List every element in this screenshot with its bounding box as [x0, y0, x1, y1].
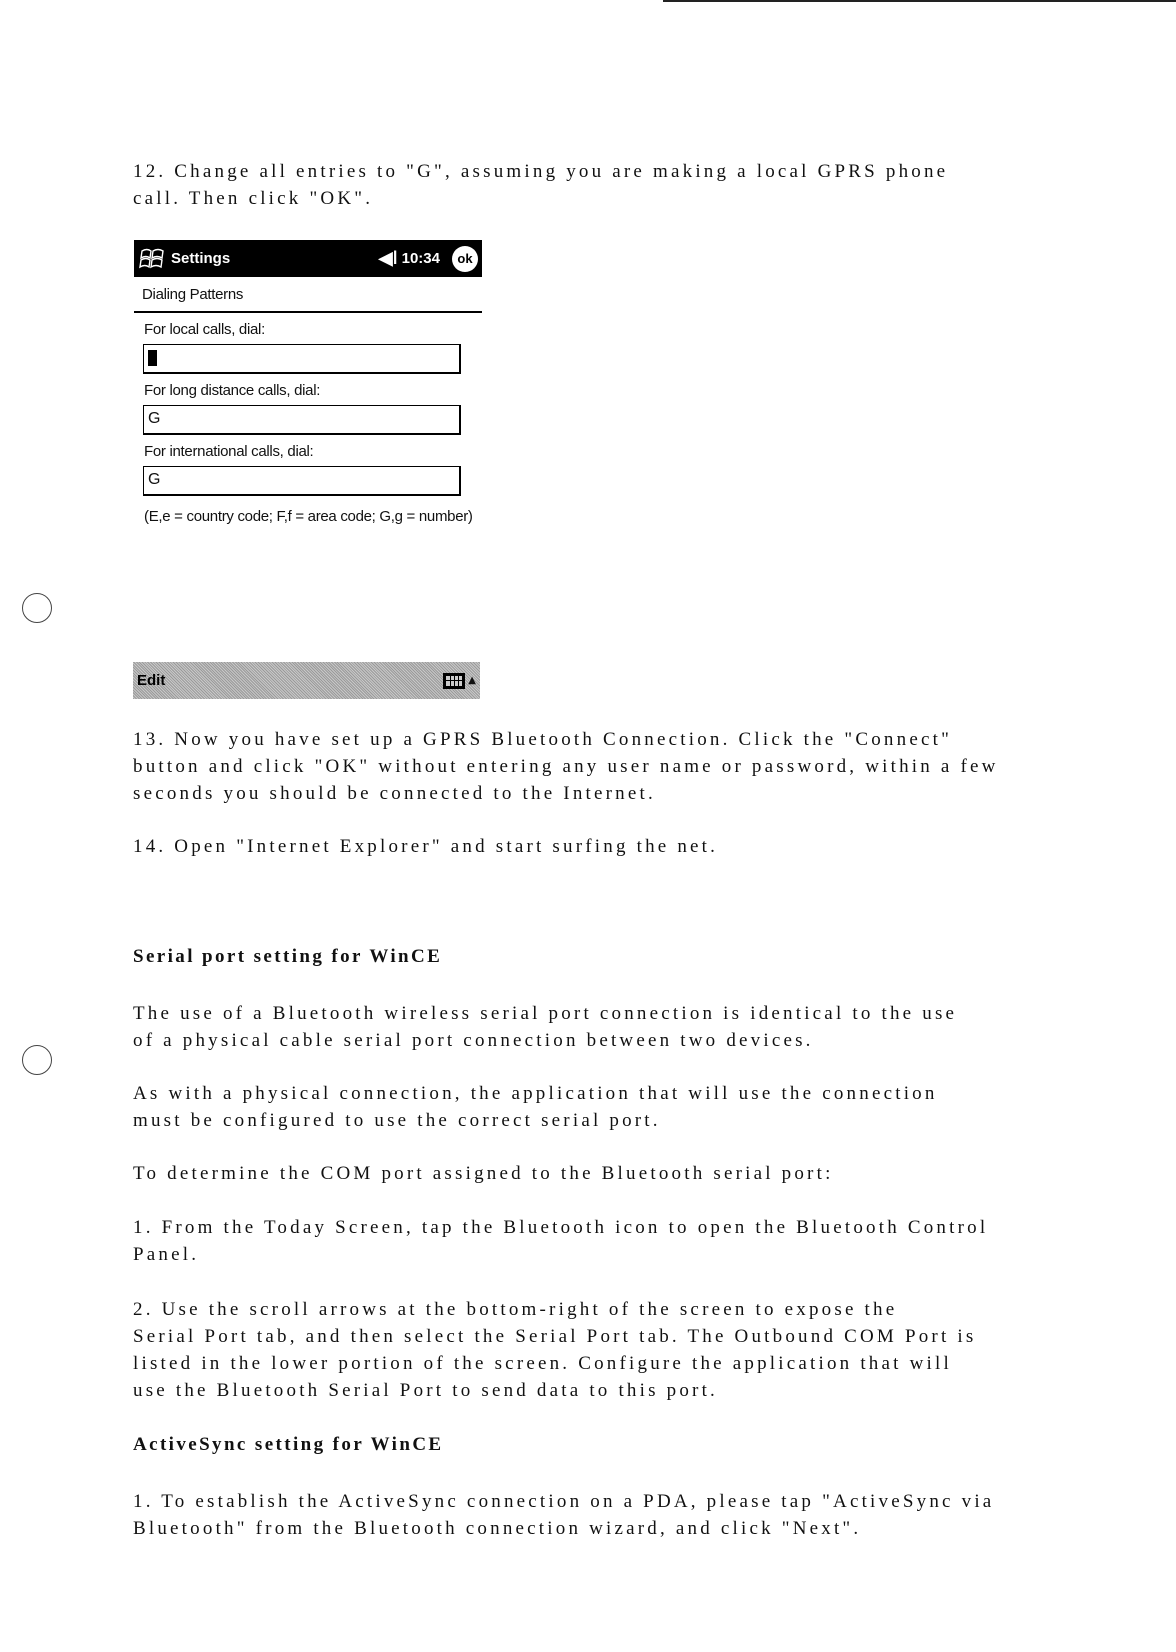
- international-field[interactable]: [143, 466, 461, 496]
- step-14-text: 14. Open "Internet Explorer" and start surfing the net.: [133, 836, 719, 857]
- step-13-text: 13. Now you have set up a GPRS Bluetooth Connection. Click the "Connect" button and click "OK" without entering any user name or password, within a few seconds you should be connected to the Internet.: [133, 729, 999, 804]
- long-distance-label: For long distance calls, dial:: [144, 382, 321, 399]
- long-distance-field[interactable]: [143, 405, 461, 435]
- punch-hole: [22, 1045, 52, 1075]
- activesync-heading: ActiveSync setting for WinCE: [133, 1434, 444, 1455]
- code-legend: (E,e = country code; F,f = area code; G,g = number): [144, 508, 473, 525]
- keyboard-icon: [443, 673, 465, 689]
- pda-menu-bar: [133, 662, 480, 699]
- input-panel-button[interactable]: [443, 673, 476, 689]
- serial-step-2: 2. Use the scroll arrows at the bottom-right of the screen to expose the Serial Port tab, and then select the Serial Port tab. The Outbound COM Port is listed in the lower portion of the screen. Configure the application that will use the Bluetooth Serial Port to send data to this port.: [133, 1299, 977, 1401]
- serial-heading: Serial port setting for WinCE: [133, 946, 443, 967]
- serial-paragraph-3: To determine the COM port assigned to the Bluetooth serial port:: [133, 1163, 834, 1184]
- international-value: G: [148, 471, 161, 488]
- edit-menu[interactable]: Edit: [137, 672, 166, 689]
- up-arrow-icon: ▲: [468, 675, 476, 686]
- step-12-text: 12. Change all entries to "G", assuming you are making a local GPRS phone call. Then click "OK".: [133, 161, 949, 209]
- top-rule: [663, 0, 1176, 2]
- local-calls-field[interactable]: [143, 344, 461, 374]
- local-calls-label: For local calls, dial:: [144, 321, 265, 338]
- serial-paragraph-2: As with a physical connection, the application that will use the connection must be configured to use the correct serial port.: [133, 1083, 938, 1131]
- international-label: For international calls, dial:: [144, 443, 314, 460]
- windows-flag-icon[interactable]: [137, 244, 167, 274]
- serial-paragraph-1: The use of a Bluetooth wireless serial port connection is identical to the use of a physical cable serial port connection between two devices.: [133, 1003, 958, 1051]
- long-distance-value: G: [148, 410, 161, 427]
- speaker-icon[interactable]: ◀ǀ: [378, 248, 398, 268]
- pda-title: Settings: [171, 250, 231, 267]
- clock[interactable]: 10:34: [401, 250, 440, 267]
- activesync-step-1: 1. To establish the ActiveSync connection on a PDA, please tap "ActiveSync via Bluetooth" from the Bluetooth connection wizard, and click "Next".: [133, 1491, 995, 1539]
- ok-button[interactable]: ok: [452, 246, 478, 272]
- serial-step-1: 1. From the Today Screen, tap the Bluetooth icon to open the Bluetooth Control Panel.: [133, 1217, 989, 1265]
- pda-screenshot: [134, 240, 482, 526]
- text-cursor: [148, 350, 157, 366]
- punch-hole: [22, 593, 52, 623]
- dialog-title: Dialing Patterns: [134, 277, 482, 313]
- pda-title-bar: [134, 240, 482, 277]
